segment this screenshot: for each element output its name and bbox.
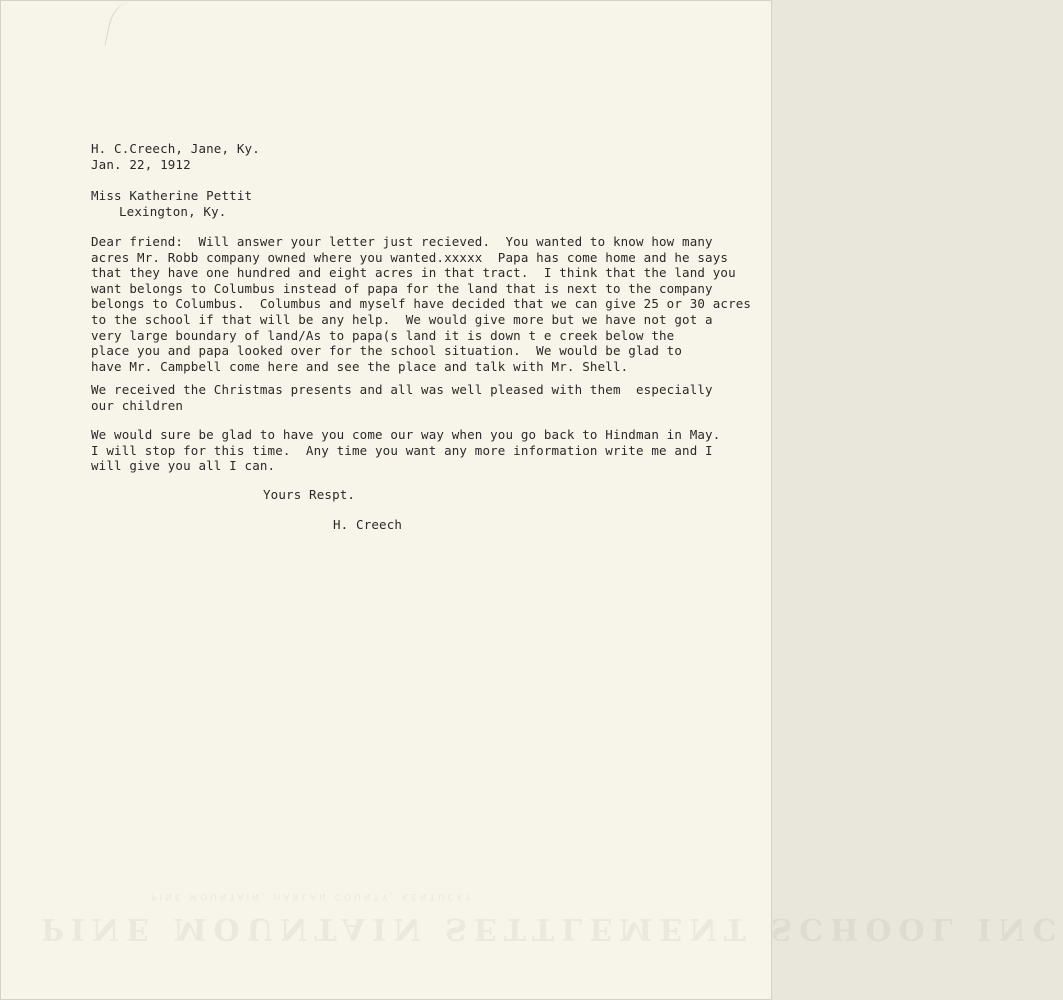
paragraph-line: to the school if that will be any help. We would give more but we have not got a [91, 311, 713, 327]
sender-line: H. C.Creech, Jane, Ky. [91, 141, 260, 156]
paragraph-line: We would sure be glad to have you come our way when you go back to Hindman in May. [91, 427, 721, 442]
recipient-name: Miss Katherine Pettit [91, 188, 253, 203]
paragraph-line: very large boundary of land/As to papa(s land it is down t e creek below the [91, 327, 675, 343]
paragraph-line: want belongs to Columbus instead of papa for the land that is next to the company [91, 280, 713, 296]
paragraph-3 [91, 427, 720, 474]
paragraph-line: place you and papa looked over for the school situation. We would be glad to [91, 343, 683, 359]
paragraph-line: I will stop for this time. Any time you want any more information write me and I [91, 442, 713, 458]
paragraph-line: acres Mr. Robb company owned where you wanted.xxxxx Papa has come home and he says [91, 249, 729, 265]
letterhead-watermark-sub: PINE MOUNTAIN, HARLAN COUNTY, KENTUCKY [151, 891, 474, 901]
paragraph-line: our children [91, 397, 184, 413]
closing: Yours Respt. [263, 487, 356, 502]
paragraph-1 [91, 234, 751, 374]
paragraph-line: belongs to Columbus. Columbus and myself have decided that we can give 25 or 30 acres [91, 296, 752, 312]
signature: H. Creech [333, 517, 403, 532]
paper-crease [104, 0, 144, 52]
paragraph-line: that they have one hundred and eight acres in that tract. I think that the land you [91, 265, 736, 281]
paragraph-line: Dear friend: Will answer your letter just recieved. You wanted to know how many [91, 234, 713, 249]
paragraph-line: will give you all I can. [91, 458, 276, 474]
letterhead-watermark: PINE MOUNTAIN SETTLEMENT SCHOOL INC [41, 911, 1063, 946]
paragraph-line: We received the Christmas presents and all was well pleased with them especially [91, 382, 713, 397]
paragraph-2 [91, 382, 713, 413]
paragraph-line: have Mr. Campbell come here and see the place and talk with Mr. Shell. [91, 358, 629, 374]
recipient-city: Lexington, Ky. [119, 204, 227, 219]
letter-date: Jan. 22, 1912 [91, 157, 191, 172]
